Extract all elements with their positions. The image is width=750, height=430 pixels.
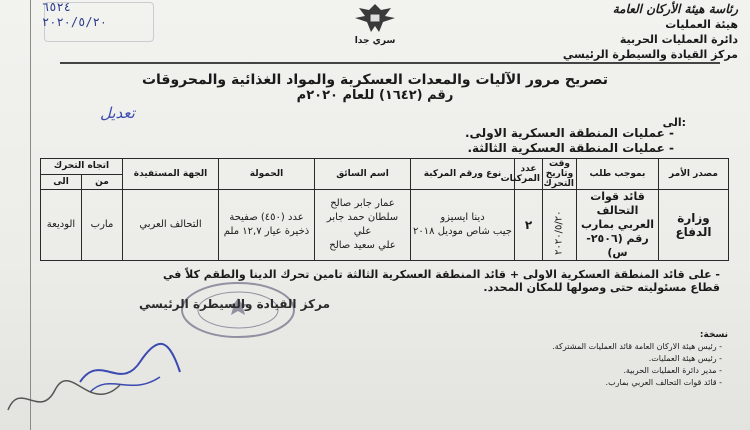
header-to: الى [41,174,82,190]
driver-line: سلطان حمد جابر علي [326,212,399,237]
driver-line: علي سعيد صالح [329,240,396,251]
cell-time-value: ٢٠٢٠/٥/٢٠ [553,210,565,255]
cell-to: الوديعة [41,190,82,261]
copy-item: - رئيس هيئة الاركان العامة قائد العمليات المشتركة. [552,342,722,351]
copies-label: نسخة: [699,330,728,340]
handwritten-edit-note: تعديل [100,104,135,122]
cell-source: وزارة الدفاع [659,190,729,261]
header-beneficiary: الجهة المستفيدة [123,159,219,190]
cargo-line: ذخيرة عيار ١٢,٧ ملم [223,226,310,237]
letterhead-line: مركز القيادة والسيطرة الرئيسي [562,48,738,61]
copy-item: - رئيس هيئة العمليات. [648,354,722,363]
header-source: مصدر الأمر [659,159,729,190]
recipient-item: - عمليات المنطقة العسكرية الاولى. [464,126,674,140]
instruction-note: - على قائد المنطقة العسكرية الاولى + قائد المنطقة العسكرية الثالثة تامين تحرك الدينا والطقم كلاً في قطاع مسئوليته حتى وصولها للمكان المحدد. [162,268,720,294]
document-title: تصريح مرور الآليات والمعدات العسكرية والمواد الغذائية والمحروقات [141,72,609,88]
letterhead-line: رئاسة هيئة الأركان العامة [612,2,738,16]
cell-cargo [219,190,315,261]
cell-from: مارب [82,190,123,261]
permit-table [40,158,729,261]
classification-label: سري جدا [354,36,396,46]
header-driver: اسم السائق [315,159,411,190]
header-direction: اتجاه التحرك [41,159,123,175]
letterhead-line: دائرة العمليات الحربية [619,33,738,46]
vehicle-line: جيب شاص موديل ٢٠١٨ [413,226,512,237]
eagle-emblem-icon [345,0,405,38]
header-cargo: الحمولة [219,159,315,190]
letterhead-right [518,2,738,62]
header-time: وقت وتاريخ التحرك [543,159,577,190]
letterhead-left [42,0,122,30]
cell-basis: قائد قوات التحالف العربي بمارب رقم (٢٥٠٦-س) [577,190,659,261]
reference-number: ٦٥٢٤ [42,0,71,14]
letterhead-line: هيئة العمليات [665,18,738,31]
header-basis: بموجب طلب [577,159,659,190]
cell-driver [315,190,411,261]
header-count: عدد المركبات [515,159,543,190]
document-number: رقم (١٦٤٢) للعام ٢٠٢٠م [296,88,454,103]
cell-beneficiary: التحالف العربي [123,190,219,261]
cell-time [543,190,577,261]
vehicle-line: دينا ايسيزو [440,212,485,223]
copy-item: - مدير دائرة العمليات الحربية. [623,366,722,375]
handwritten-scribble-icon [0,370,130,430]
header-vehicle: نوع ورقم المركبة [411,159,515,190]
cargo-line: عدد (٤٥٠) صفيحة [229,212,304,223]
driver-line: عمار جابر صالح [330,198,395,209]
reference-date: ٢٠٢٠/٥/٢٠ [42,15,108,29]
divider [60,62,720,64]
copy-item: - قائد قوات التحالف العربي بمارب. [605,378,722,387]
table-row [41,190,729,261]
cell-count: ٢ [515,190,543,261]
recipient-item: - عمليات المنطقة العسكرية الثالثة. [467,141,674,155]
cell-vehicle [411,190,515,261]
to-label: الى: [662,116,686,129]
signature-title: مركز القيادة والسيطرة الرئيسي [138,297,330,311]
page-edge-line [30,0,31,430]
header-from: من [82,174,123,190]
